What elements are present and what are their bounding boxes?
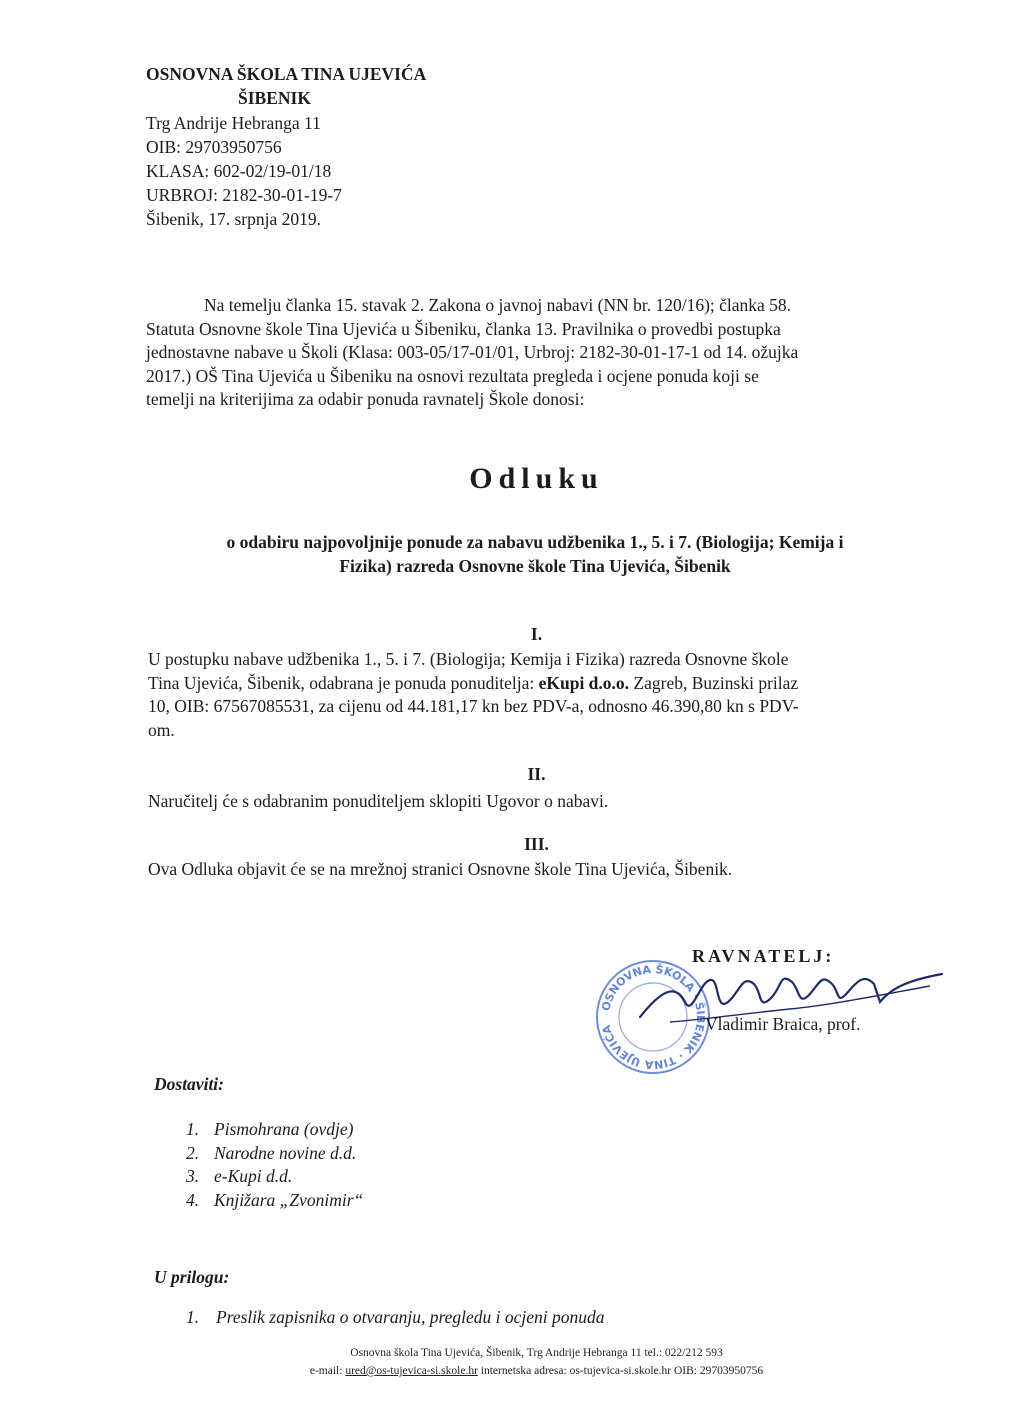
bidder-name: eKupi d.o.o. <box>538 672 630 693</box>
signature-title: RAVNATELJ: <box>692 946 835 966</box>
urbroj: URBROJ: 2182-30-01-19-7 <box>146 185 342 205</box>
intro-line: jednostavne nabave u Školi (Klasa: 003-05/17-01/01, Urbroj: 2182-30-01-17-1 od 14. ožujka <box>146 342 799 362</box>
document-subtitle <box>160 530 910 578</box>
section-1-number: I. <box>530 624 543 644</box>
section-text-span: Tina Ujevića, Šibenik, odabrana je ponuda ponuditelja: <box>148 672 539 693</box>
list-item-number: 1. <box>186 1307 200 1327</box>
list-item-text: Preslik zapisnika o otvaranju, pregledu i ocjeni ponuda <box>216 1307 605 1327</box>
footer-email-link[interactable]: ured@os-tujevica-si.skole.hr <box>345 1365 478 1377</box>
school-address: Trg Andrije Hebranga 11 <box>146 113 321 133</box>
section-3-number: III. <box>524 834 549 854</box>
list-item-number: 2. <box>186 1142 200 1163</box>
footer-email-label: e-mail: <box>309 1365 346 1377</box>
school-oib: OIB: 29703950756 <box>146 137 282 157</box>
list-item <box>186 1189 363 1213</box>
u-prilogu-heading: U prilogu: <box>154 1267 230 1287</box>
section-line: 10, OIB: 67567085531, za cijenu od 44.181,17 kn bez PDV-a, odnosno 46.390,80 kn s PDV- <box>148 696 799 716</box>
klasa: KLASA: 602-02/19-01/18 <box>146 161 332 181</box>
intro-line: Statuta Osnovne škole Tina Ujevića u Šibeniku, članka 13. Pravilnika o provedbi postupka <box>146 318 781 339</box>
school-name: OSNOVNA ŠKOLA TINA UJEVIĆA <box>146 64 427 84</box>
section-line: U postupku nabave udžbenika 1., 5. i 7. (Biologija; Kemija i Fizika) razreda Osnovne škole <box>148 649 789 669</box>
subtitle-line: Fizika) razreda Osnovne škole Tina Ujevića, Šibenik <box>339 556 731 576</box>
section-line <box>148 672 938 696</box>
section-3-text: Ova Odluka objavit će se na mrežnoj stranici Osnovne škole Tina Ujevića, Šibenik. <box>148 859 733 879</box>
subtitle-line: o odabiru najpovoljnije ponude za nabavu udžbenika 1., 5. i 7. (Biologija; Kemija i <box>226 532 844 552</box>
list-item-text: e-Kupi d.d. <box>214 1166 293 1186</box>
list-item <box>186 1118 363 1142</box>
section-1-text <box>148 648 938 742</box>
dostaviti-list <box>186 1118 363 1212</box>
intro-line: 2017.) OŠ Tina Ujevića u Šibeniku na osnovi rezultata pregleda i ocjene ponuda koji se <box>146 365 759 386</box>
footer-line-2 <box>0 1362 1033 1380</box>
intro-line: Na temelju članka 15. stavak 2. Zakona o javnoj nabavi (NN br. 120/16); članka 58. <box>204 295 792 315</box>
school-city: ŠIBENIK <box>238 88 311 108</box>
section-2-number: II. <box>527 764 546 784</box>
list-item <box>186 1307 605 1328</box>
document-title: Odluku <box>469 462 604 495</box>
list-item-text: Narodne novine d.d. <box>214 1142 357 1163</box>
list-item-number: 4. <box>186 1189 200 1210</box>
signatory-name: Vladimir Braica, prof. <box>705 1014 861 1034</box>
list-item-number: 1. <box>186 1119 200 1139</box>
svg-text:OSNOVNA ŠKOLA · ŠIBENIK · TINA: OSNOVNA ŠKOLA · ŠIBENIK · TINA UJEVIĆA <box>599 962 708 1072</box>
section-text-span: Zagreb, Buzinski prilaz <box>629 672 799 693</box>
dostaviti-heading: Dostaviti: <box>154 1074 224 1094</box>
list-item-text: Pismohrana (ovdje) <box>214 1119 354 1139</box>
list-item-text: Knjižara „Zvonimir“ <box>214 1189 364 1210</box>
footer-line-1: Osnovna škola Tina Ujevića, Šibenik, Trg Andrije Hebranga 11 tel.: 022/212 593 <box>350 1347 723 1359</box>
intro-paragraph <box>146 294 940 412</box>
footer-rest: internetska adresa: os-tujevica-si.skole.hr OIB: 29703950756 <box>477 1365 764 1377</box>
list-item <box>186 1142 363 1166</box>
u-prilogu-list <box>186 1307 605 1328</box>
section-2-text: Naručitelj će s odabranim ponuditeljem sklopiti Ugovor o nabavi. <box>148 791 609 811</box>
document-date: Šibenik, 17. srpnja 2019. <box>146 209 321 229</box>
intro-line: temelji na kriterijima za odabir ponuda ravnatelj Škole donosi: <box>146 389 585 409</box>
list-item-number: 3. <box>186 1166 200 1186</box>
section-line: om. <box>148 719 175 740</box>
list-item <box>186 1165 363 1189</box>
